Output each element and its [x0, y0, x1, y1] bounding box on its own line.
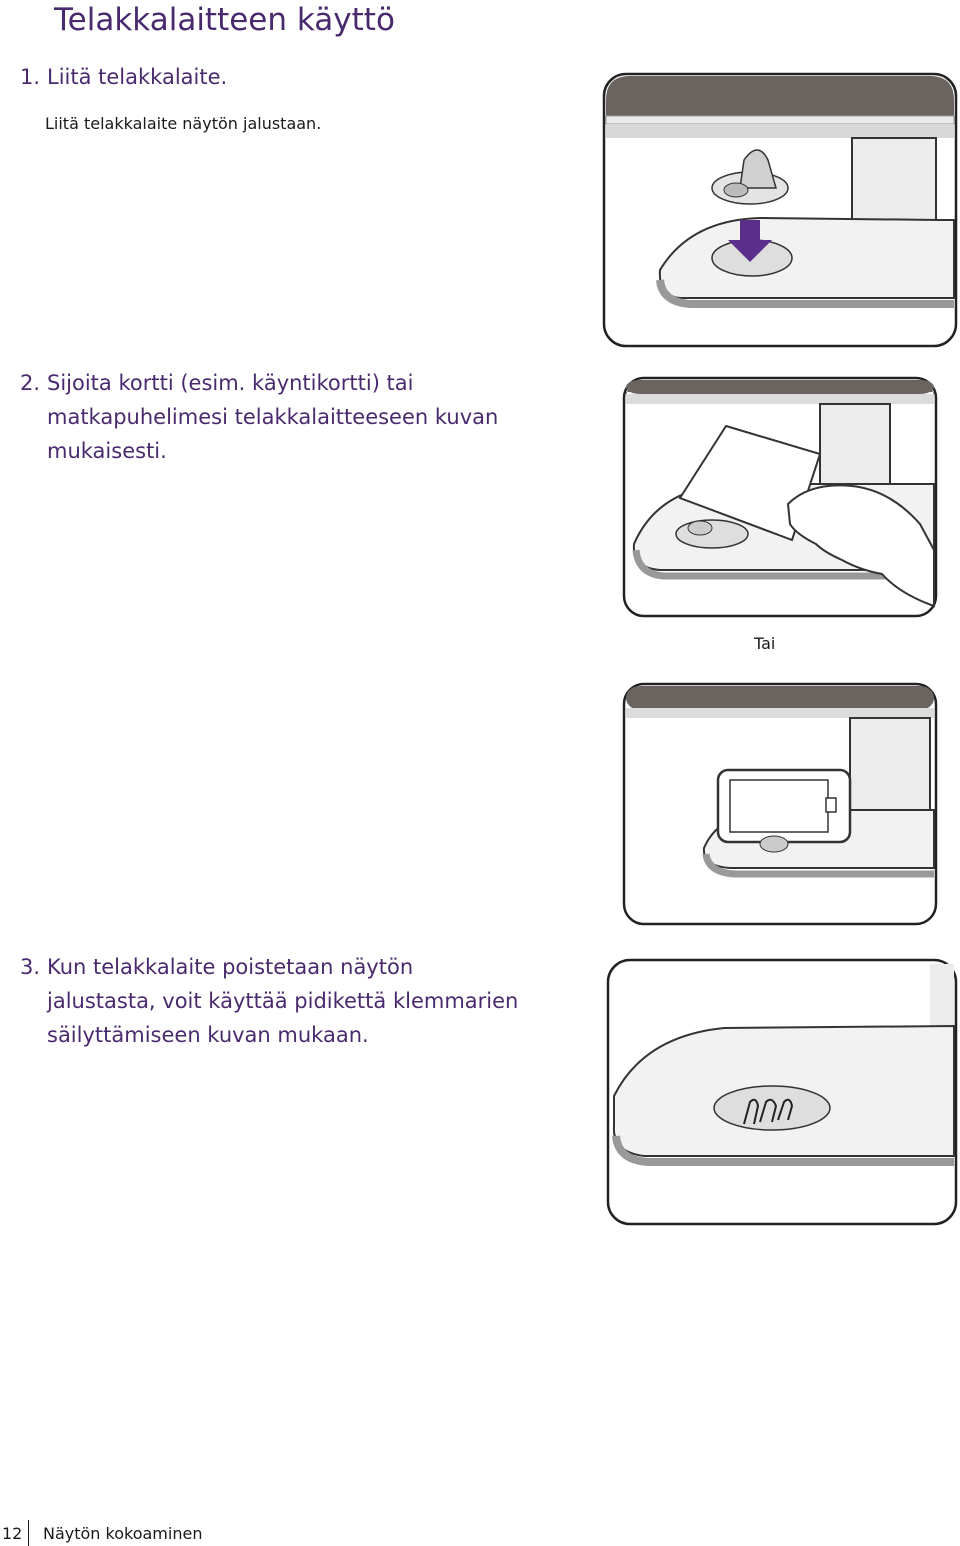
step-1-text: Liitä telakkalaite. [47, 65, 228, 89]
footer-divider [28, 1520, 29, 1546]
step-3-line-1: Kun telakkalaite poistetaan näytön [47, 955, 414, 979]
step-3-number: 3. [20, 955, 41, 979]
step-2-line-2: matkapuhelimesi telakkalaitteeseen kuvan [47, 405, 499, 429]
figure-attach-dock [600, 70, 960, 350]
step-3-line-2: jalustasta, voit käyttää pidikettä klemmarien [47, 989, 519, 1013]
step-2 [20, 366, 498, 468]
step-3-line-3: säilyttämiseen kuvan mukaan. [47, 1023, 369, 1047]
page-title: Telakkalaitteen käyttö [54, 2, 395, 38]
figure-card-in-dock [620, 374, 940, 620]
step-2-line-1: Sijoita kortti (esim. käyntikortti) tai [47, 371, 414, 395]
page-number: 12 [2, 1524, 23, 1543]
step-1-detail: Liitä telakkalaite näytön jalustaan. [45, 114, 322, 133]
figure-clip-holder [604, 956, 960, 1228]
figure-phone-in-dock [620, 680, 940, 928]
step-2-line-3: mukaisesti. [47, 439, 167, 463]
footer-section-title: Näytön kokoaminen [43, 1524, 203, 1543]
step-1 [20, 60, 227, 94]
step-3 [20, 950, 518, 1052]
or-label: Tai [754, 634, 776, 653]
step-2-number: 2. [20, 371, 41, 395]
step-1-number: 1. [20, 65, 41, 89]
